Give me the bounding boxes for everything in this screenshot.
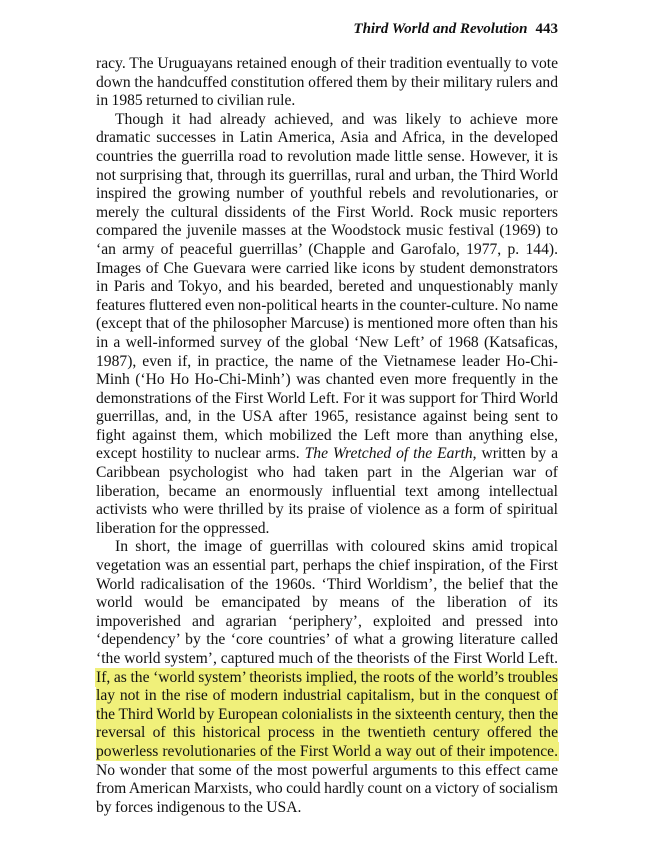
- page-number: 443: [535, 21, 558, 37]
- highlighted-passage: If, as the ‘world system’ theorists implied, the roots of the world’s troubles lay not in the rise of modern industrial capitalism, but in the conquest of the Third World by European colonialists in the sixteenth century, then the reversal of this historical process in the twentieth century offered the powerless revolutionaries of the First World a way out of their impotence.: [96, 668, 558, 760]
- paragraph-3: [96, 538, 558, 817]
- running-title: Third World and Revolution: [353, 21, 528, 37]
- body-text: [96, 55, 558, 817]
- book-page: [96, 18, 558, 817]
- paragraph-1: racy. The Uruguayans retained enough of their tradition eventually to vote down the handcuffed constitution offered them by their military rulers and in 1985 returned to civilian rule.: [96, 55, 558, 110]
- paragraph-3-text-b: No wonder that some of the most powerful arguments to this effect came from American Marxists, who could hardly count on a victory of socialism by forces indigenous to the USA.: [96, 761, 558, 816]
- paragraph-2-text-a: Though it had already achieved, and was likely to achieve more dramatic successes in Latin America, Asia and Africa, in the developed countries the guerrilla road to revolution made little sense. However, it is not surprising that, through its guerrillas, rural and urban, the Third World inspired the growing number of youthful rebels and revolutionaries, or merely the cultural dissidents of the First World. Rock music reporters compared the juvenile masses at the Woodstock music festival (1969) to ‘an army of peaceful guerrillas’ (Chapple and Garofalo, 1977, p. 144). Images of Che Guevara were carried like icons by student demonstrators in Paris and Tokyo, and his bearded, bereted and unquestionably manly features fluttered even non-political hearts in the counter-culture. No name (except that of the philosopher Marcuse) is mentioned more often than his in a well-informed survey of the global ‘New Left’ of 1968 (Katsaficas, 1987), even if, in practice, the name of the Vietnamese leader Ho-Chi-Minh (‘Ho Ho Ho-Chi-Minh’) was chanted even more frequently in the demonstrations of the First World Left. For it was support for Third World guerrillas, and, in the USA after 1965, resistance against being sent to fight against them, which mobilized the Left more than anything else, except hostility to nuclear arms.: [96, 110, 558, 463]
- paragraph-2-text-b: , written by a Caribbean psychologist who had taken part in the Algerian war of liberation, became an enormously influential text among intellectual activists who were thrilled by its praise of violence as a form of spiritual liberation for the oppressed.: [96, 445, 558, 537]
- paragraph-2: [96, 111, 558, 539]
- running-header: [96, 18, 558, 40]
- paragraph-3-text-a: In short, the image of guerrillas with coloured skins amid tropical vegetation was an essential part, perhaps the chief inspiration, of the First World radicalisation of the 1960s. ‘Third Worldism’, the belief that the world would be emancipated by means of the liberation of its impoverished and agrarian ‘periphery’, exploited and pressed into ‘dependency’ by the ‘core countries’ of what a growing literature called ‘the world system’, captured much of the theorists of the First World Left.: [96, 538, 558, 667]
- book-title-wretched-of-the-earth: The Wretched of the Earth: [304, 445, 473, 463]
